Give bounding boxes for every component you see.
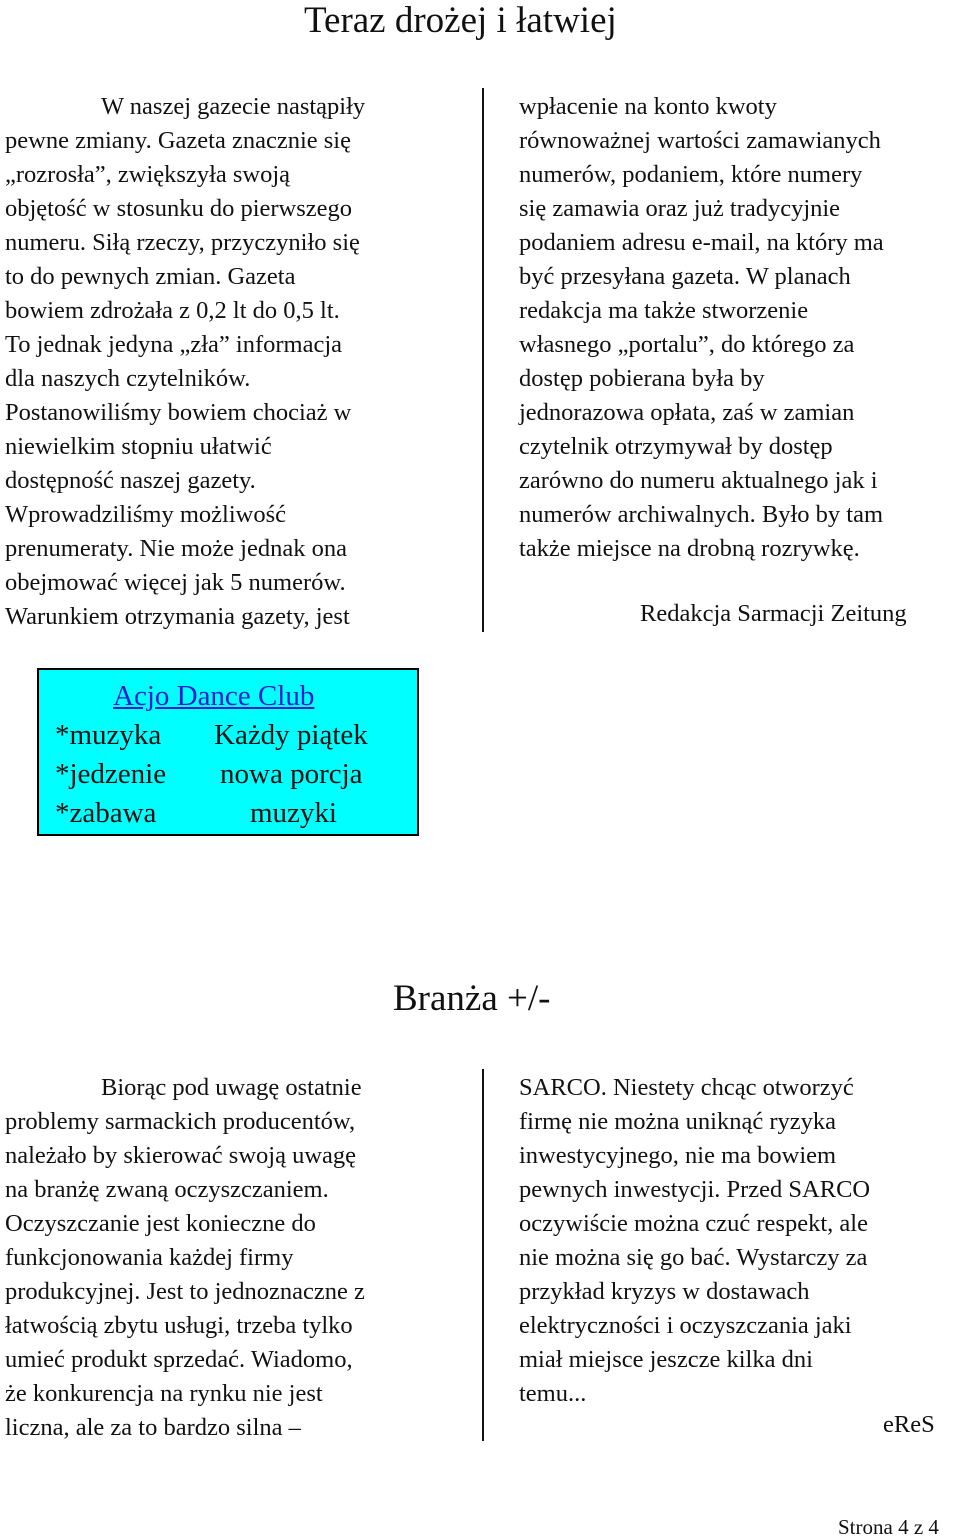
text-line: prenumeraty. Nie może jednak ona — [5, 535, 347, 562]
text-line: umieć produkt sprzedać. Wiadomo, — [5, 1346, 353, 1373]
column-divider — [482, 1069, 484, 1441]
text-line: że konkurencja na rynku nie jest — [5, 1380, 323, 1407]
text-line: przykład kryzys w dostawach — [519, 1278, 810, 1305]
text-line: także miejsce na drobną rozrywkę. — [519, 535, 860, 562]
text-line: problemy sarmackich producentów, — [5, 1108, 356, 1135]
text-line: To jednak jedyna „zła” informacja — [5, 331, 343, 358]
text-line: dla naszych czytelników. — [5, 365, 251, 392]
text-line: inwestycyjnego, nie ma bowiem — [519, 1142, 837, 1169]
dance-club-ad — [37, 668, 419, 836]
text-line: elektryczności i oczyszczania jaki — [519, 1312, 852, 1339]
text-line: SARCO. Niestety chcąc otworzyć — [519, 1074, 854, 1101]
page-number: Strona 4 z 4 — [838, 1515, 939, 1539]
article1-right-column — [519, 90, 959, 566]
text-line: równoważnej wartości zamawianych — [519, 127, 881, 154]
text-line: podaniem adresu e-mail, na który ma — [519, 229, 884, 256]
text-line: wpłacenie na konto kwoty — [519, 93, 777, 120]
text-line: należało by skierować swoją uwagę — [5, 1142, 357, 1169]
text-line: łatwością zbytu usługi, trzeba tylko — [5, 1312, 353, 1339]
text-line: temu... — [519, 1380, 587, 1407]
text-line: funkcjonowania każdej firmy — [5, 1244, 294, 1271]
text-line: dostęp pobierana była by — [519, 365, 765, 392]
ad-title-link[interactable]: Acjo Dance Club — [113, 680, 315, 712]
ad-item: *zabawa — [55, 797, 157, 829]
ad-text-line: Każdy piątek — [214, 719, 368, 751]
text-line: obejmować więcej jak 5 numerów. — [5, 569, 346, 596]
text-line: oczywiście można czuć respekt, ale — [519, 1210, 868, 1237]
text-line: numerów, podaniem, które numery — [519, 161, 863, 188]
text-line: dostępność naszej gazety. — [5, 467, 256, 494]
text-line: Postanowiliśmy bowiem chociaż w — [5, 399, 352, 426]
column-divider — [482, 88, 484, 632]
text-line: firmę nie można uniknąć ryzyka — [519, 1108, 837, 1135]
text-line: Warunkiem otrzymania gazety, jest — [5, 603, 350, 630]
ad-text-line: muzyki — [250, 797, 337, 829]
ad-text-line: nowa porcja — [220, 758, 363, 790]
text-line: się zamawia oraz już tradycyjnie — [519, 195, 841, 222]
text-line: „rozrosła”, zwiększyła swoją — [5, 161, 291, 188]
text-line: własnego „portalu”, do którego za — [519, 331, 855, 358]
article2-left-column — [5, 1071, 465, 1445]
text-line: nie można się go bać. Wystarczy za — [519, 1244, 868, 1271]
text-line: Biorąc pod uwagę ostatnie — [101, 1074, 362, 1101]
text-line: redakcja ma także stworzenie — [519, 297, 809, 324]
article2-title: Branża +/- — [393, 978, 551, 1019]
text-line: bowiem zdrożała z 0,2 lt do 0,5 lt. — [5, 297, 340, 324]
ad-item: *muzyka — [55, 719, 162, 751]
text-line: niewielkim stopniu ułatwić — [5, 433, 272, 460]
text-line: zarówno do numeru aktualnego jak i — [519, 467, 878, 494]
article1-left-column — [5, 90, 465, 634]
article2-signature: eReS — [883, 1411, 935, 1438]
text-line: na branżę zwaną oczyszczaniem. — [5, 1176, 329, 1203]
ad-item: *jedzenie — [55, 758, 167, 790]
text-line: to do pewnych zmian. Gazeta — [5, 263, 296, 290]
text-line: miał miejsce jeszcze kilka dni — [519, 1346, 813, 1373]
text-line: produkcyjnej. Jest to jednoznaczne z — [5, 1278, 365, 1305]
text-line: być przesyłana gazeta. W planach — [519, 263, 851, 290]
article1-title: Teraz drożej i łatwiej — [304, 0, 617, 41]
text-line: pewne zmiany. Gazeta znacznie się — [5, 127, 351, 154]
text-line: czytelnik otrzymywał by dostęp — [519, 433, 833, 460]
article1-signature: Redakcja Sarmacji Zeitung — [640, 600, 907, 627]
text-line: Wprowadziliśmy możliwość — [5, 501, 287, 528]
text-line: Oczyszczanie jest konieczne do — [5, 1210, 316, 1237]
text-line: objętość w stosunku do pierwszego — [5, 195, 353, 222]
text-line: liczna, ale za to bardzo silna – — [5, 1414, 301, 1441]
text-line: pewnych inwestycji. Przed SARCO — [519, 1176, 871, 1203]
text-line: W naszej gazecie nastąpiły — [101, 93, 366, 120]
text-line: numeru. Siłą rzeczy, przyczyniło się — [5, 229, 360, 256]
text-line: numerów archiwalnych. Było by tam — [519, 501, 884, 528]
text-line: jednorazowa opłata, zaś w zamian — [519, 399, 855, 426]
article2-right-column — [519, 1071, 959, 1411]
